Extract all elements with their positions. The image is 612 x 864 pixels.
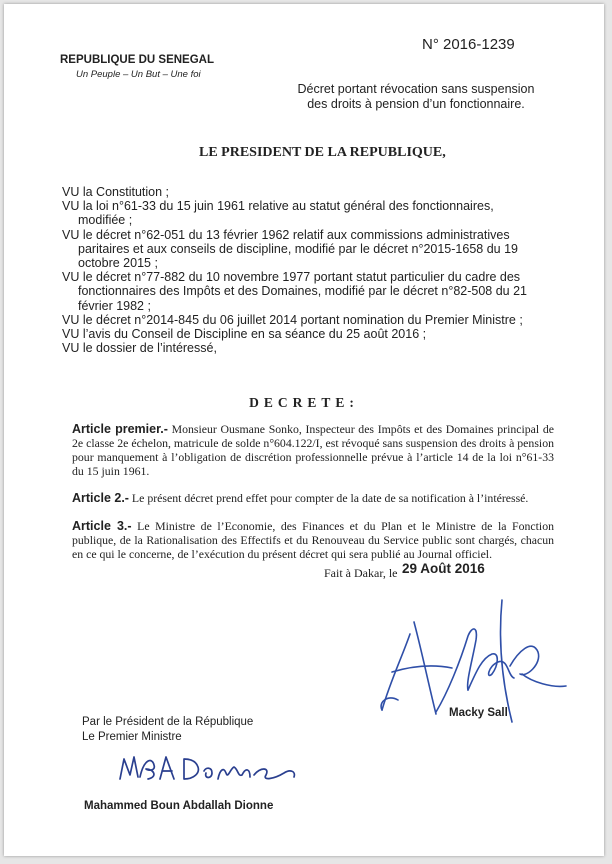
article-label: Article 3.-	[72, 519, 132, 533]
decree-subject	[276, 82, 556, 112]
president-name: Macky Sall	[449, 707, 508, 719]
article-text: Monsieur Ousmane Sonko, Inspecteur des Impôts et des Domaines principal de 2e classe 2e échelon, matricule de solde n°604.122/I, est révoqué sans suspension des droits à pension pour manquement à l’obligation de discrétion professionnelle prévue à l’article 14 de la loi n°61-33 du 15 juin 1961.	[72, 422, 554, 478]
article-premier	[72, 422, 554, 478]
visa-item: VU l’avis du Conseil de Discipline en sa séance du 25 août 2016 ;	[62, 327, 427, 342]
subject-line: Décret portant révocation sans suspension	[297, 82, 535, 96]
article-label: Article 2.-	[72, 491, 129, 505]
subject-line: des droits à pension d’un fonctionnaire.	[307, 97, 525, 111]
article-label: Article premier.-	[72, 422, 168, 436]
president-title: LE PRESIDENT DE LA REPUBLIQUE,	[199, 145, 446, 160]
visa-item: VU le décret n°62-051 du 13 février 1962 relatif aux commissions administratives paritaires et aux conseils de discipline, modifié par le décret n°2015-1658 du 19 octobre 2015 ;	[62, 227, 518, 271]
visa-item: VU le décret n°2014-845 du 06 juillet 2014 portant nomination du Premier Ministre ;	[62, 312, 523, 327]
visa-item: VU le dossier de l’intéressé,	[62, 341, 217, 356]
article-3	[72, 519, 554, 561]
decree-page	[4, 4, 604, 856]
article-text: Le présent décret prend effet pour compter de la date de sa notification à l’intéressé.	[131, 491, 529, 505]
article-2	[72, 491, 554, 505]
visa-item: VU la Constitution ;	[62, 185, 169, 199]
article-text: Le Ministre de l’Economie, des Finances et du Plan et le Ministre de la Fonction publique, de la Rationalisation des Effectifs et du Renouveau du Service public sont chargés, chacun en ce qui le concerne, de l’exécution du présent décret qui sera publié au Journal officiel.	[72, 519, 554, 561]
signature-date: 29 Août 2016	[402, 561, 485, 576]
country-heading: REPUBLIQUE DU SENEGAL	[60, 54, 214, 66]
prime-minister-name: Mahammed Boun Abdallah Dionne	[84, 800, 274, 812]
visa-item: VU la loi n°61-33 du 15 juin 1961 relative au statut général des fonctionnaires, modifiée ;	[62, 199, 494, 228]
countersign-line: Le Premier Ministre	[82, 731, 182, 743]
visa-item: VU le décret n°77-882 du 10 novembre 1977 portant statut particulier du cadre des fonctionnaires des Impôts et des Domaines, modifié par le décret n°82-508 du 21 février 1982 ;	[62, 270, 528, 313]
decrete-heading: DECRETE:	[249, 395, 359, 410]
national-motto: Un Peuple – Un But – Une foi	[76, 69, 201, 80]
visas-list	[62, 185, 542, 355]
countersign-line: Par le Président de la République	[82, 716, 254, 728]
place-prefix: Fait à Dakar, le	[324, 566, 398, 580]
decree-number: N° 2016-1239	[422, 36, 515, 53]
prime-minister-signature	[114, 749, 304, 789]
